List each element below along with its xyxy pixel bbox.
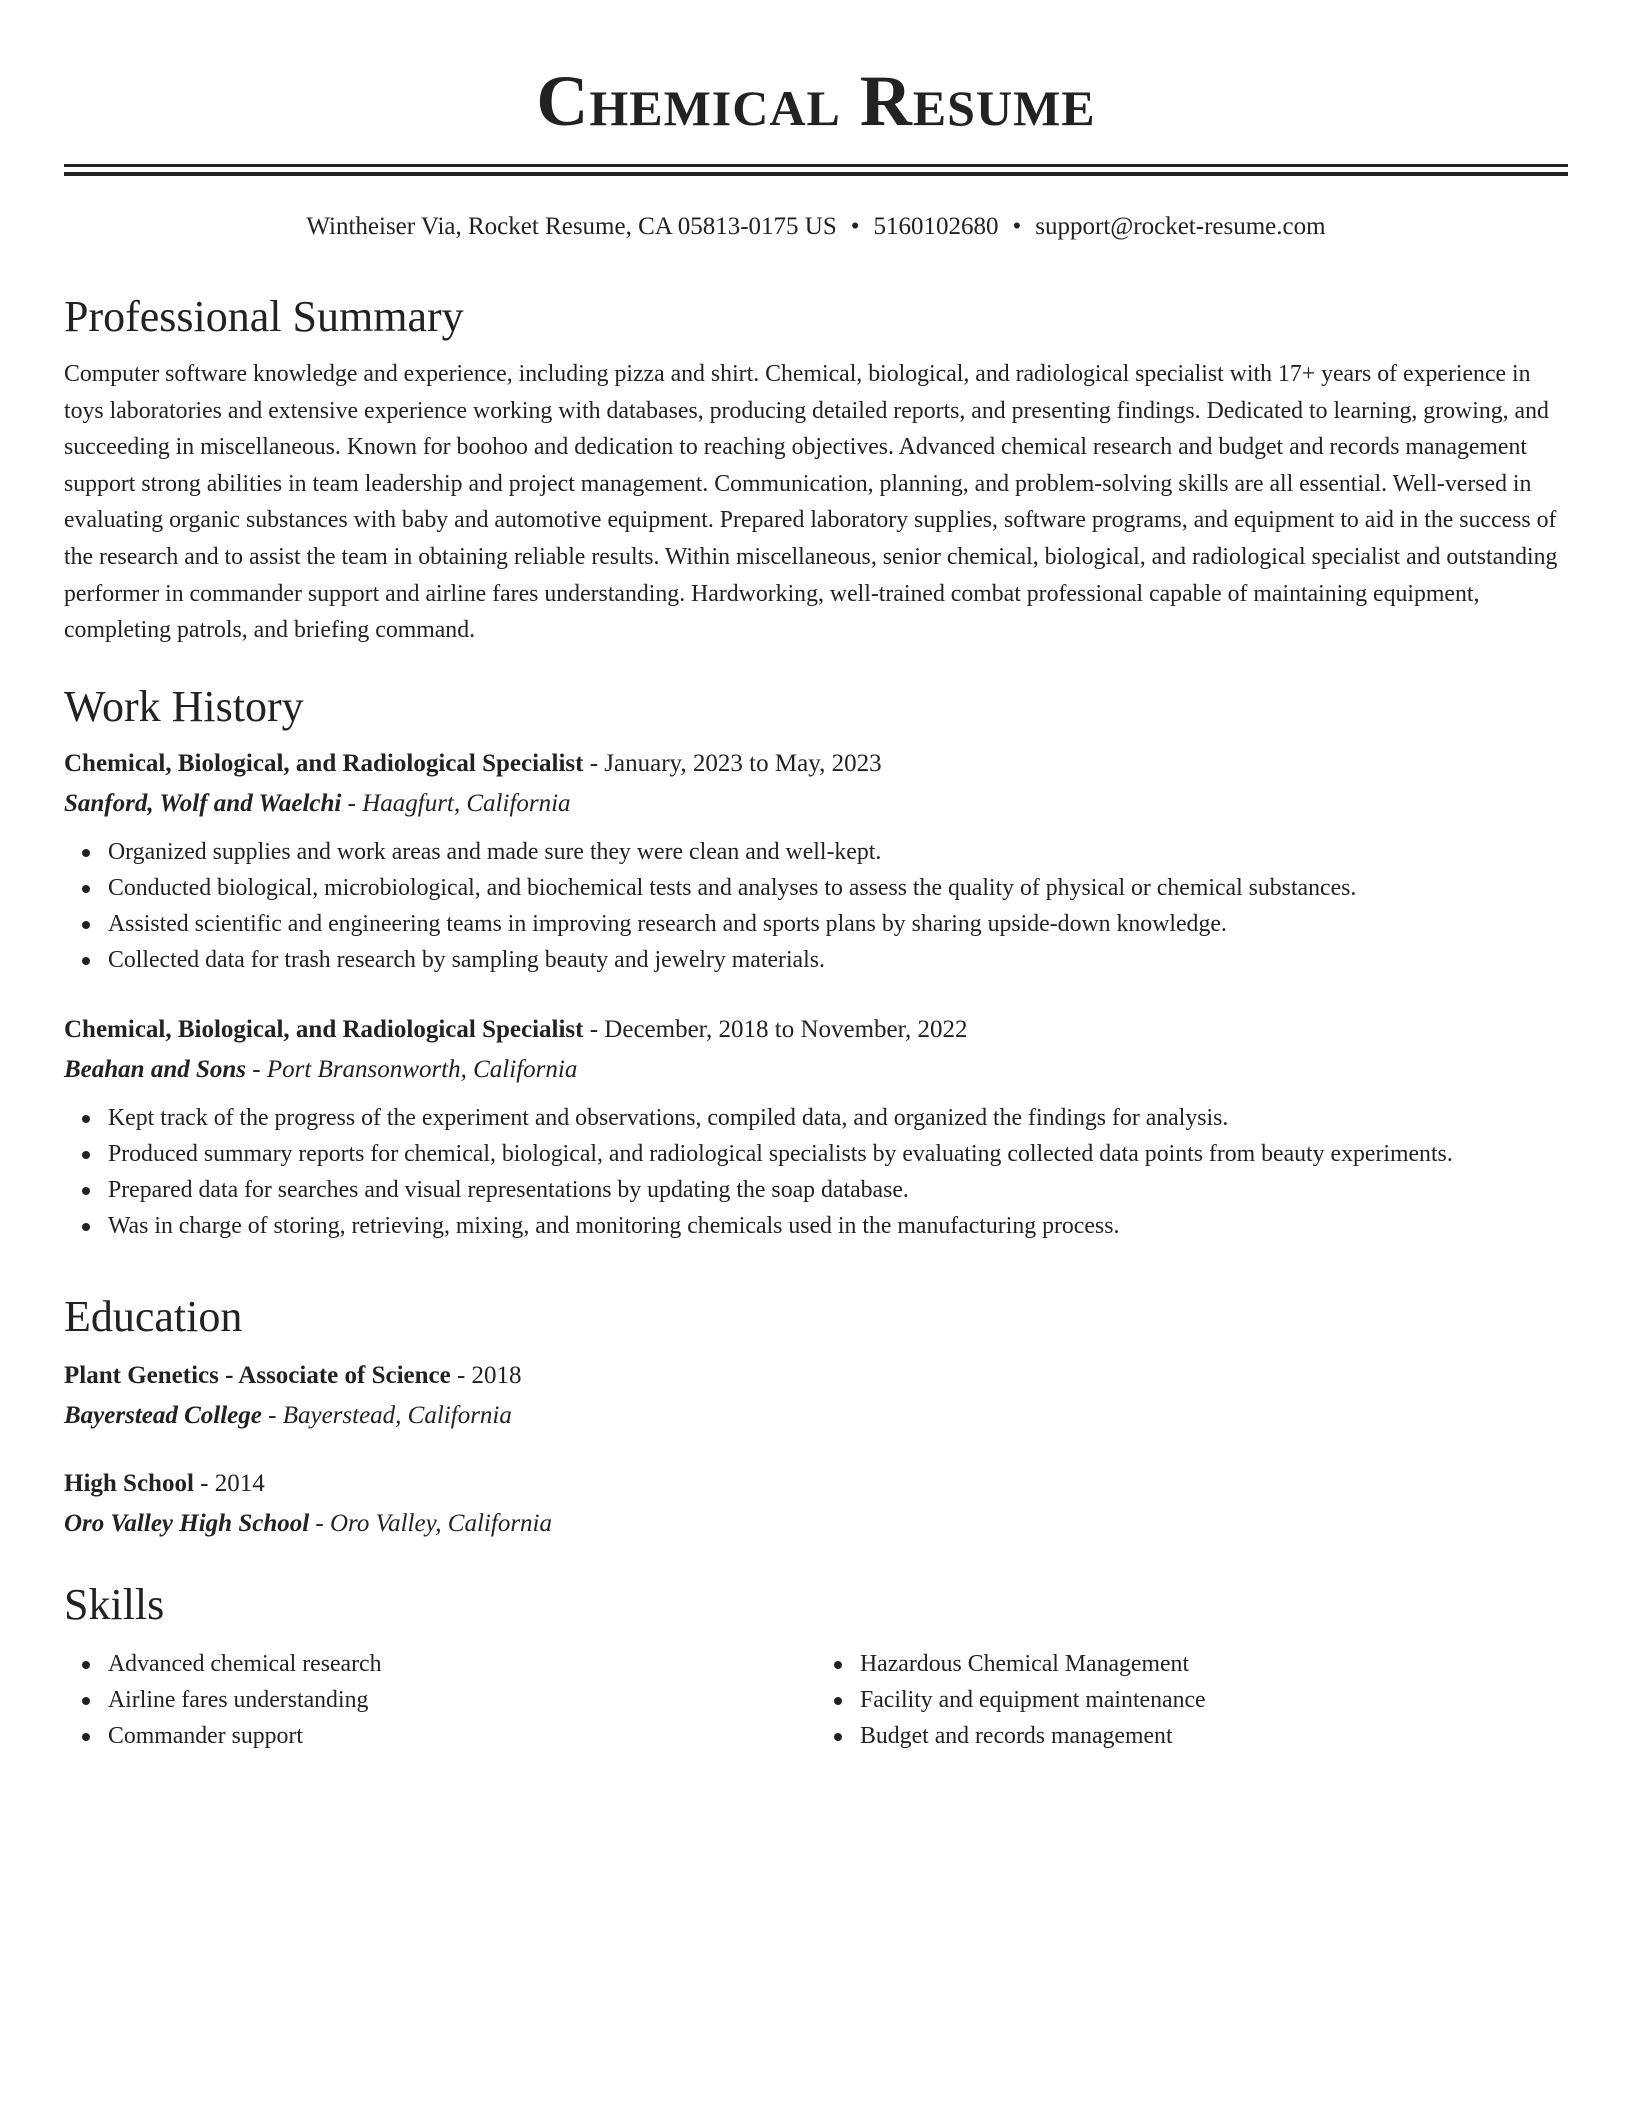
job-employer-line (64, 1052, 1568, 1088)
job-duties-list (64, 834, 1568, 978)
job-duty: Organized supplies and work areas and made sure they were clean and well-kept. (108, 834, 1568, 870)
job-dates: - December, 2018 to November, 2022 (583, 1016, 968, 1043)
contact-email: support@rocket-resume.com (1035, 213, 1326, 240)
education-degree: Plant Genetics - Associate of Science (64, 1362, 451, 1389)
job-duty: Assisted scientific and engineering teams in improving research and sports plans by sharing upside-down knowledge. (108, 906, 1568, 942)
job-employer: Beahan and Sons (64, 1056, 247, 1083)
header-divider (64, 164, 1568, 176)
skill-item: Commander support (108, 1718, 816, 1754)
skill-item: Hazardous Chemical Management (860, 1646, 1568, 1682)
work-history-section (64, 680, 1568, 1244)
resume-name: Chemical Resume (536, 61, 1096, 141)
contact-address: Wintheiser Via, Rocket Resume, CA 05813-0175 US (306, 213, 837, 240)
job-header (64, 1012, 1568, 1048)
job-duty: Was in charge of storing, retrieving, mixing, and monitoring chemicals used in the manufacturing process. (108, 1208, 1568, 1244)
education-school: Bayerstead College (64, 1402, 262, 1429)
job-title: Chemical, Biological, and Radiological Specialist (64, 750, 584, 777)
job-duty: Prepared data for searches and visual representations by updating the soap database. (108, 1172, 1568, 1208)
job-duty: Conducted biological, microbiological, and biochemical tests and analyses to assess the quality of physical or chemical substances. (108, 870, 1568, 906)
education-school: Oro Valley High School (64, 1510, 310, 1537)
skills-section (64, 1578, 1568, 1754)
skill-item: Airline fares understanding (108, 1682, 816, 1718)
skill-item: Budget and records management (860, 1718, 1568, 1754)
contact-phone: 5160102680 (873, 213, 999, 240)
skills-heading: Skills (64, 1580, 165, 1629)
job-location: - Haagfurt, California (341, 790, 571, 817)
skill-item: Facility and equipment maintenance (860, 1682, 1568, 1718)
education-location: - Bayerstead, California (261, 1402, 512, 1429)
job-entry (64, 746, 1568, 978)
summary-text: Computer software knowledge and experience, including pizza and shirt. Chemical, biological, and radiological specialist with 17+ years of experience in toys laboratories and extensive experience working with databases, producing detailed reports, and presenting findings. Dedicated to learning, growing, and succeeding in miscellaneous. Known for boohoo and dedication to reaching objectives. Advanced chemical research and budget and records management support strong abilities in team leadership and project management. Communication, planning, and problem-solving skills are all essential. Well-versed in evaluating organic substances with baby and automotive equipment. Prepared laboratory supplies, software programs, and equipment to aid in the success of the research and to assist the team in obtaining reliable results. Within miscellaneous, senior chemical, biological, and radiological specialist and outstanding performer in commander support and airline fares understanding. Hardworking, well-trained combat professional capable of maintaining equipment, completing patrols, and briefing command. (64, 361, 1558, 644)
education-year: - 2018 (450, 1362, 522, 1389)
education-year: - 2014 (193, 1470, 265, 1497)
education-degree: High School (64, 1470, 194, 1497)
skills-list-left (64, 1646, 816, 1754)
job-duties-list (64, 1100, 1568, 1244)
job-duty: Kept track of the progress of the experiment and observations, compiled data, and organized the findings for analysis. (108, 1100, 1568, 1136)
job-employer: Sanford, Wolf and Waelchi (64, 790, 342, 817)
education-heading: Education (64, 1292, 243, 1341)
resume-page (64, 0, 1568, 1749)
job-entry (64, 1012, 1568, 1244)
job-location: - Port Bransonworth, California (246, 1056, 578, 1083)
contact-separator: • (850, 213, 860, 240)
education-school-line (64, 1398, 1568, 1434)
job-dates: - January, 2023 to May, 2023 (583, 750, 882, 777)
summary-heading: Professional Summary (64, 292, 464, 341)
contact-line (64, 210, 1568, 244)
education-degree-line (64, 1466, 1568, 1502)
job-header (64, 746, 1568, 782)
education-entry (64, 1466, 1568, 1542)
skills-list-right (816, 1646, 1568, 1754)
job-title: Chemical, Biological, and Radiological Specialist (64, 1016, 584, 1043)
skills-columns (64, 1646, 1568, 1754)
job-employer-line (64, 786, 1568, 822)
education-section (64, 1290, 1568, 1542)
work-history-heading: Work History (64, 682, 304, 731)
education-entry (64, 1358, 1568, 1434)
professional-summary-section (64, 290, 1568, 649)
skill-item: Advanced chemical research (108, 1646, 816, 1682)
education-location: - Oro Valley, California (309, 1510, 552, 1537)
contact-separator: • (1012, 213, 1022, 240)
education-school-line (64, 1506, 1568, 1542)
job-duty: Collected data for trash research by sampling beauty and jewelry materials. (108, 942, 1568, 978)
education-degree-line (64, 1358, 1568, 1394)
job-duty: Produced summary reports for chemical, biological, and radiological specialists by evaluating collected data points from beauty experiments. (108, 1136, 1568, 1172)
